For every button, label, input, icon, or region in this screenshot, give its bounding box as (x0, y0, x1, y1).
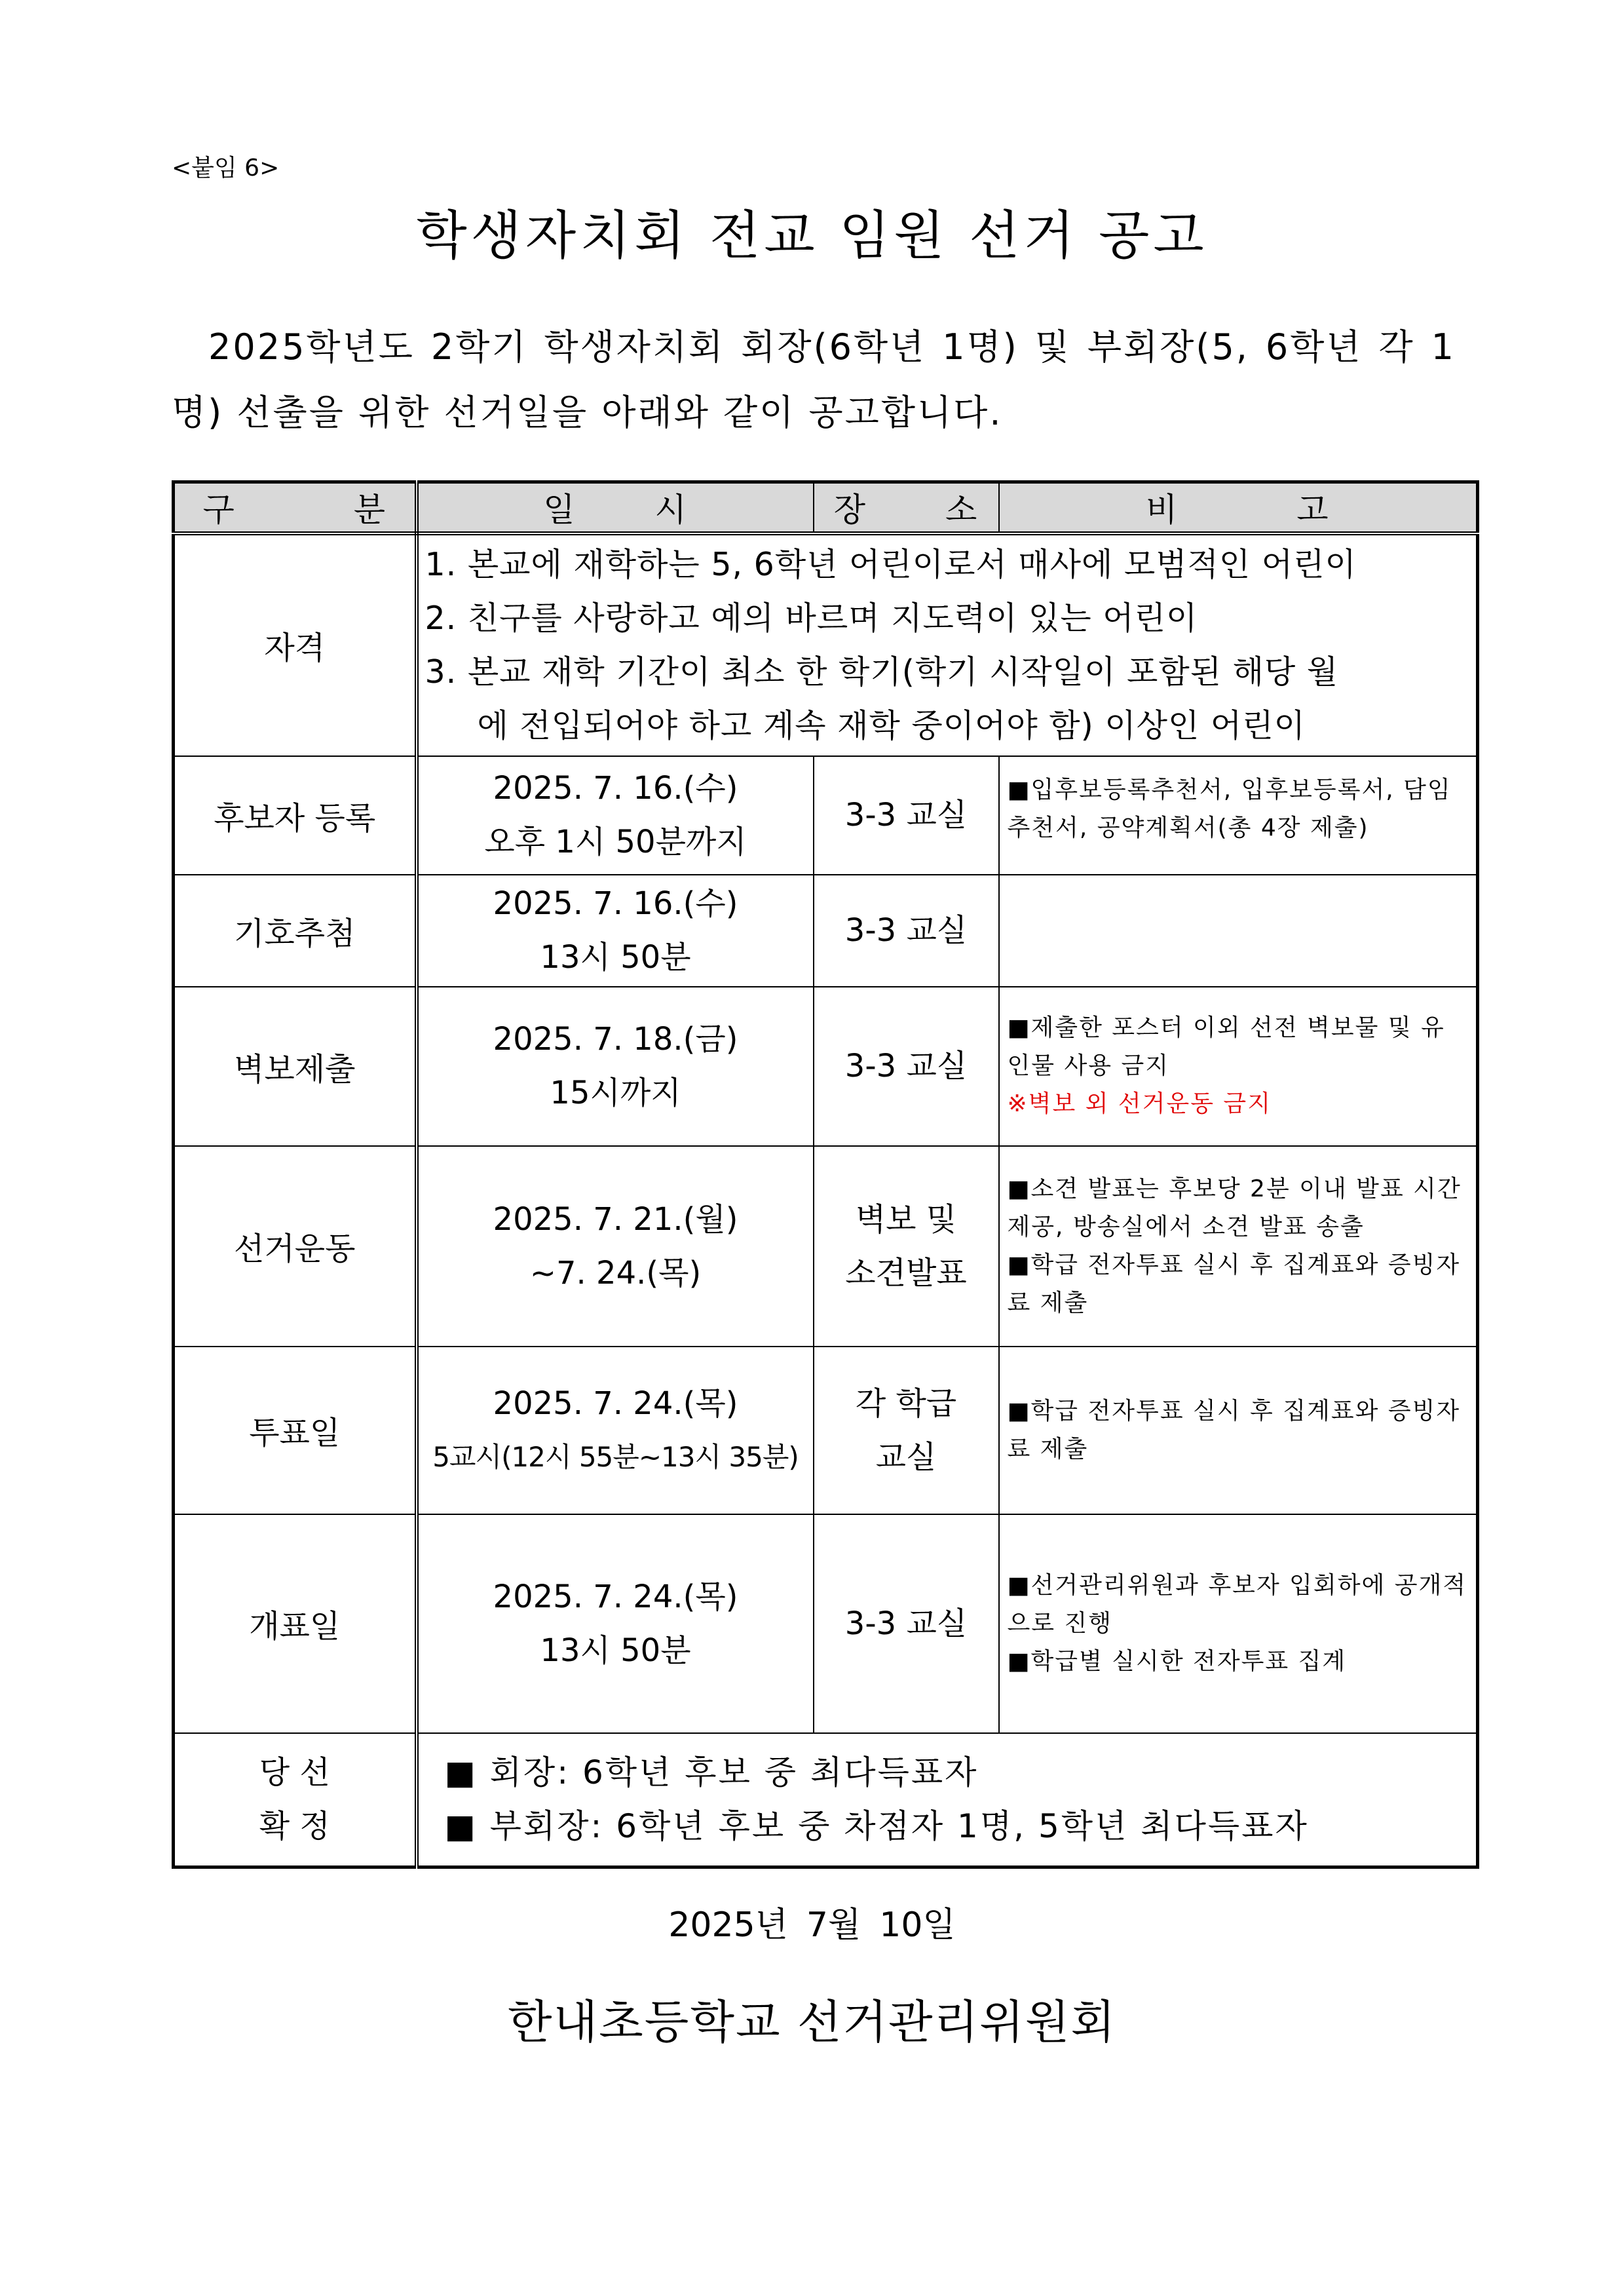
qualification-item: 에 전입되어야 하고 계속 재학 중이어야 함) 이상인 어린이 (477, 706, 1306, 744)
row-date: 2025. 7. 24.(목) 13시 50분 (417, 1514, 814, 1733)
table-row-winner (174, 1733, 1478, 1867)
winner-rule-line: ■ 부회장: 6학년 후보 중 차점자 1명, 5학년 최다득표자 (444, 1807, 1309, 1846)
qualification-item: 3. 본교 재학 기간이 최소 한 학기(학기 시작일이 포함된 해당 월 (425, 653, 1339, 691)
table-row (174, 1514, 1478, 1733)
winner-label: 당 선 확 정 (174, 1733, 417, 1867)
table-row (174, 1146, 1478, 1347)
election-schedule-table (172, 480, 1479, 1869)
row-place: 3-3 교실 (814, 987, 999, 1146)
row-category: 선거운동 (174, 1146, 417, 1347)
row-place: 3-3 교실 (814, 1514, 999, 1733)
row-date: 2025. 7. 18.(금) 15시까지 (417, 987, 814, 1146)
qualification-item: 1. 본교에 재학하는 5, 6학년 어린이로서 매사에 모범적인 어린이 (425, 545, 1357, 583)
table-row (174, 756, 1478, 875)
row-place: 3-3 교실 (814, 756, 999, 875)
row-category: 개표일 (174, 1514, 417, 1733)
header-date: 일 시 (417, 482, 814, 533)
row-category: 후보자 등록 (174, 756, 417, 875)
row-note: ■입후보등록추천서, 입후보등록서, 담임추천서, 공약계획서(총 4장 제출) (999, 756, 1478, 875)
row-date: 2025. 7. 24.(목) 5교시(12시 55분~13시 35분) (417, 1347, 814, 1514)
row-note (999, 875, 1478, 987)
row-date: 2025. 7. 16.(수) 13시 50분 (417, 875, 814, 987)
organization-name: 한내초등학교 선거관리위원회 (507, 1995, 1117, 2049)
header-place: 장 소 (814, 482, 999, 533)
table-row (174, 875, 1478, 987)
row-category: 벽보제출 (174, 987, 417, 1146)
announcement-date: 2025년 7월 10일 (668, 1905, 956, 1945)
red-warning-note: ※벽보 외 선거운동 금지 (1007, 1090, 1272, 1117)
qualification-item: 2. 친구를 사랑하고 예의 바르며 지도력이 있는 어린이 (425, 599, 1198, 637)
winner-rules (417, 1733, 1478, 1867)
row-date: 2025. 7. 21.(월) ~7. 24.(목) (417, 1146, 814, 1347)
row-note: ■학급 전자투표 실시 후 집계표와 증빙자료 제출 (999, 1347, 1478, 1514)
row-note: ■소견 발표는 후보당 2분 이내 발표 시간 제공, 방송실에서 소견 발표 송출 ■학급 전자투표 실시 후 집계표와 증빙자료 제출 (999, 1146, 1478, 1347)
attachment-label: <붙임 6> (172, 155, 280, 182)
row-place: 각 학급 교실 (814, 1347, 999, 1514)
intro-paragraph: 2025학년도 2학기 학생자치회 회장(6학년 1명) 및 부회장(5, 6학년 각 1명) 선출을 위한 선거일을 아래와 같이 공고합니다. (172, 326, 1456, 433)
qualification-list (417, 533, 1478, 756)
winner-rule-line: ■ 회장: 6학년 후보 중 최다득표자 (444, 1753, 979, 1792)
row-note: ■선거관리위원과 후보자 입회하에 공개적으로 진행 ■학급별 실시한 전자투표 집계 (999, 1514, 1478, 1733)
row-category: 기호추첨 (174, 875, 417, 987)
row-date: 2025. 7. 16.(수) 오후 1시 50분까지 (417, 756, 814, 875)
row-category: 투표일 (174, 1347, 417, 1514)
table-header-row (174, 482, 1478, 533)
row-place: 벽보 및 소견발표 (814, 1146, 999, 1347)
table-row (174, 1347, 1478, 1514)
row-note: ■제출한 포스터 이외 선전 벽보물 및 유인물 사용 금지 ※벽보 외 선거운동 금지 (999, 987, 1478, 1146)
table-row-qualification (174, 533, 1478, 756)
header-note: 비 고 (999, 482, 1478, 533)
table-row (174, 987, 1478, 1146)
row-place: 3-3 교실 (814, 875, 999, 987)
qualification-label: 자격 (174, 533, 417, 756)
page-title: 학생자치회 전교 임원 선거 공고 (416, 205, 1208, 266)
header-category: 구 분 (174, 482, 417, 533)
